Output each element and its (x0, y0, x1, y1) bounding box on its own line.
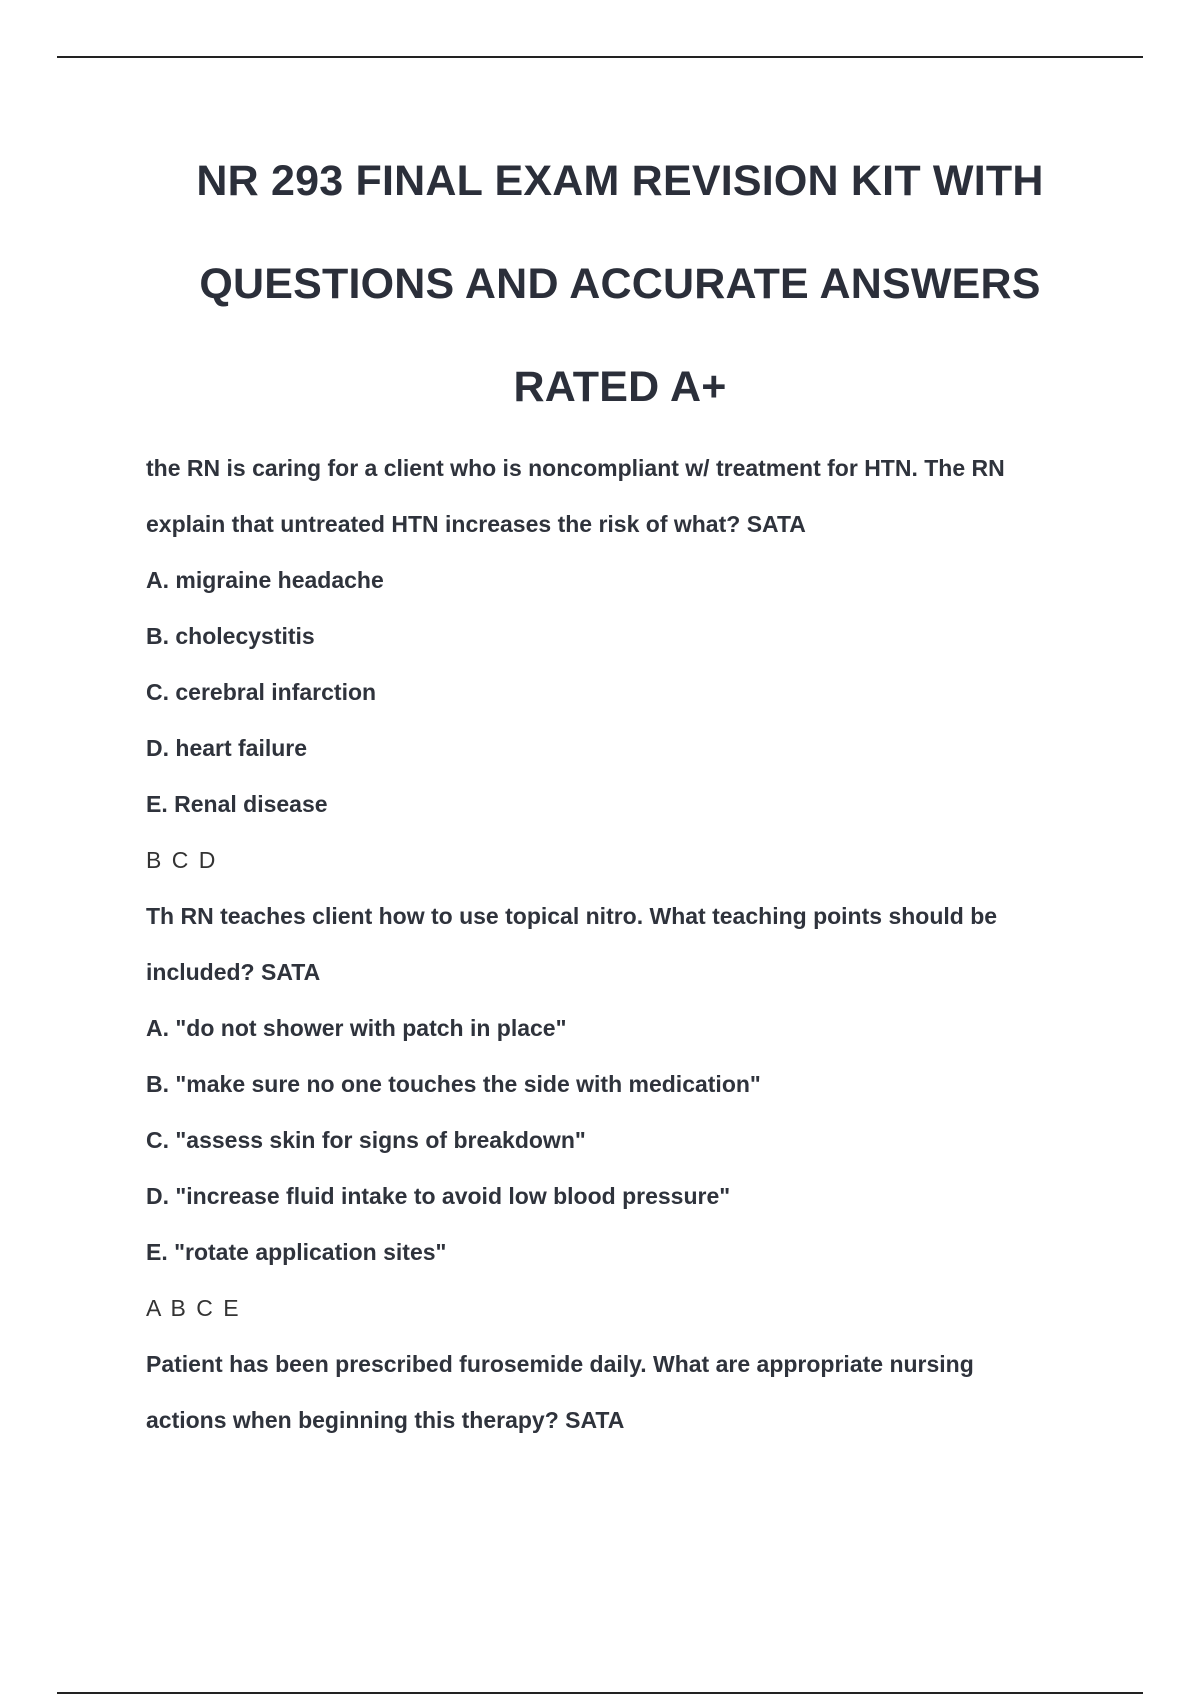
correct-answer: A B C E (146, 1295, 241, 1321)
question-block (146, 1336, 1066, 1448)
question-text: explain that untreated HTN increases the risk of what? SATA (146, 511, 806, 537)
answer-option: A. "do not shower with patch in place" (146, 1015, 567, 1041)
title-line: QUESTIONS AND ACCURATE ANSWERS (199, 260, 1041, 308)
question-text: Th RN teaches client how to use topical nitro. What teaching points should be (146, 903, 998, 929)
question-text: Patient has been prescribed furosemide daily. What are appropriate nursing (146, 1351, 974, 1377)
answer-option: D. "increase fluid intake to avoid low blood pressure" (146, 1183, 731, 1209)
answer-option: E. "rotate application sites" (146, 1239, 447, 1265)
question-block (146, 888, 1066, 1336)
question-text: actions when beginning this therapy? SATA (146, 1407, 625, 1433)
answer-option: C. cerebral infarction (146, 679, 377, 705)
title-line: RATED A+ (513, 363, 727, 411)
question-block (146, 440, 1066, 888)
answer-option: D. heart failure (146, 735, 308, 761)
correct-answer: B C D (146, 847, 218, 873)
question-text: included? SATA (146, 959, 321, 985)
page-title (150, 130, 1090, 439)
question-list (146, 440, 1066, 1448)
question-text: the RN is caring for a client who is noncompliant w/ treatment for HTN. The RN (146, 455, 1005, 481)
answer-option: B. cholecystitis (146, 623, 315, 649)
title-line: NR 293 FINAL EXAM REVISION KIT WITH (196, 157, 1044, 205)
answer-option: B. "make sure no one touches the side with medication" (146, 1071, 761, 1097)
answer-option: C. "assess skin for signs of breakdown" (146, 1127, 586, 1153)
top-divider (57, 56, 1143, 58)
answer-option: A. migraine headache (146, 567, 384, 593)
answer-option: E. Renal disease (146, 791, 328, 817)
bottom-divider (57, 1692, 1143, 1694)
